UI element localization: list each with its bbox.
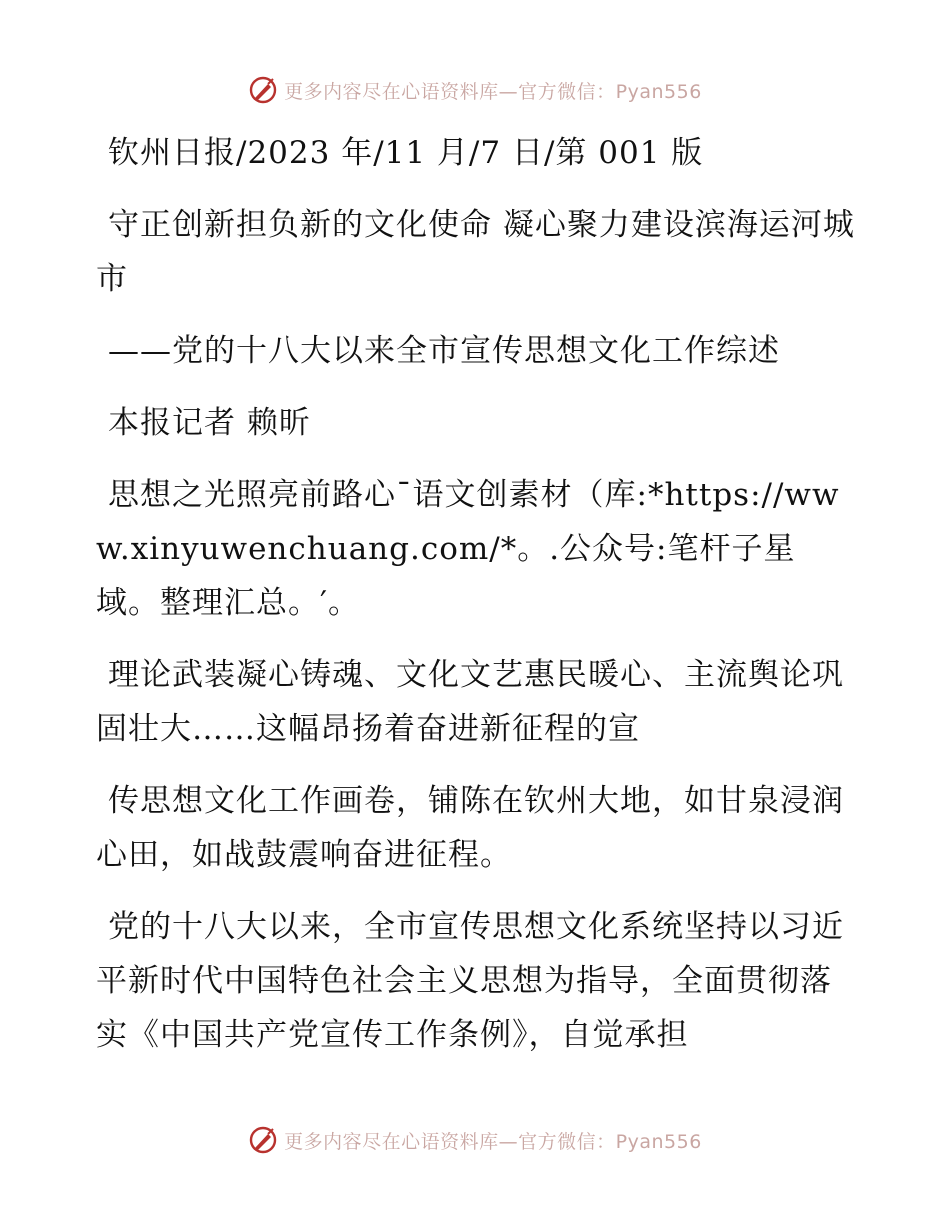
- quill-logo-icon: [248, 75, 278, 105]
- quill-logo-icon: [248, 1125, 278, 1155]
- watermark-banner-bottom: [0, 1120, 950, 1160]
- article-title: 守正创新担负新的文化使命 凝心聚力建设滨海运河城市: [96, 207, 855, 297]
- paragraph: 党的十八大以来，全市宣传思想文化系统坚持以习近平新时代中国特色社会主义思想为指导，全面贯彻落实《中国共产党宣传工作条例》，自觉承担: [96, 909, 844, 1053]
- watermark-text: 更多内容尽在心语资料库—官方微信：Pyan556: [284, 1130, 702, 1153]
- byline: 本报记者 赖昕: [108, 405, 311, 441]
- paragraph: 思想之光照亮前路心¯语文创素材（库:*https://www.xinyuwenchuang.com/*。.公众号:笔杆子星域。整理汇总。′。: [96, 477, 840, 621]
- article-subtitle: ——党的十八大以来全市宣传思想文化工作综述: [108, 333, 780, 369]
- dateline: 钦州日报/2023 年/11 月/7 日/第 001 版: [108, 135, 704, 171]
- paragraph: 传思想文化工作画卷，铺陈在钦州大地，如甘泉浸润心田，如战鼓震响奋进征程。: [96, 783, 844, 873]
- paragraph: 理论武装凝心铸魂、文化文艺惠民暖心、主流舆论巩固壮大……这幅昂扬着奋进新征程的宣: [96, 657, 844, 747]
- article-body: [96, 126, 856, 1062]
- watermark-banner-top: [0, 70, 950, 110]
- watermark-text: 更多内容尽在心语资料库—官方微信：Pyan556: [284, 80, 702, 103]
